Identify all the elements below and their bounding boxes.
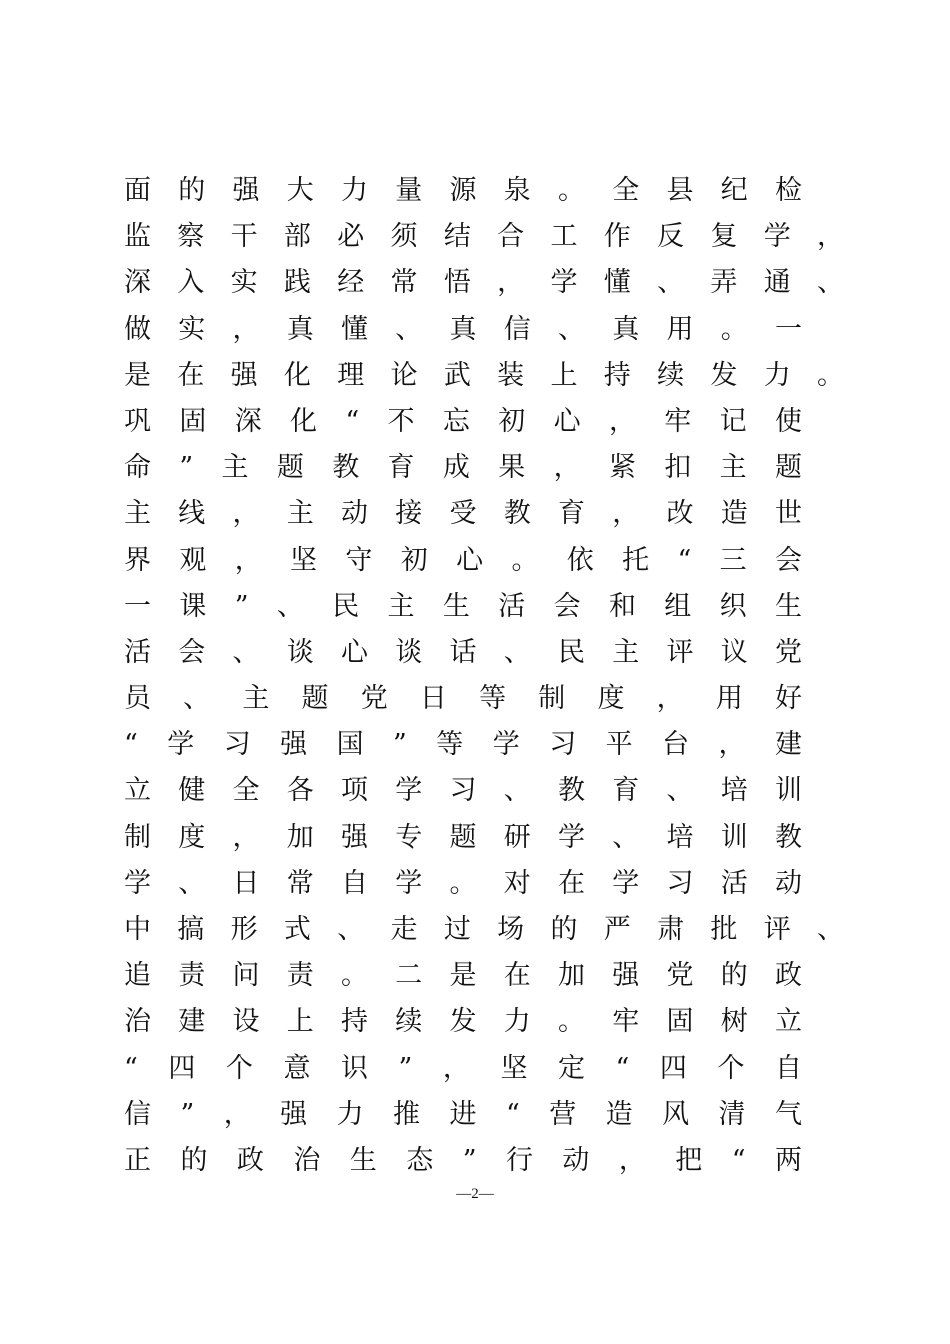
text-line: 命”主题教育成果，紧扣主题 bbox=[124, 452, 802, 484]
text-line: 一课”、民主生活会和组织生 bbox=[124, 590, 802, 622]
text-line: 面的强大力量源泉。全县纪检 bbox=[124, 175, 802, 206]
text-line: 界观，坚守初心。依托“三会 bbox=[124, 544, 802, 576]
text-line: 追责问责。二是在加强党的政 bbox=[124, 960, 802, 992]
text-line: 活会、谈心谈话、民主评议党 bbox=[124, 636, 802, 668]
text-line: 做实，真懂、真信、真用。一 bbox=[124, 313, 802, 345]
text-line: 主线，主动接受教育，改造世 bbox=[124, 498, 802, 530]
body-text bbox=[124, 168, 844, 1184]
text-line: 治建设上持续发力。牢固树立 bbox=[124, 1006, 802, 1038]
text-line: 中搞形式、走过场的严肃批评、 bbox=[124, 914, 844, 945]
text-line: 巩固深化“不忘初心，牢记使 bbox=[124, 405, 802, 437]
text-line: 信”，强力推进“营造风清气 bbox=[124, 1098, 802, 1130]
text-line: 是在强化理论武装上持续发力。 bbox=[124, 359, 844, 391]
text-line: 员、主题党日等制度，用好 bbox=[124, 683, 802, 715]
text-line: 深入实践经常悟，学懂、弄通、 bbox=[124, 267, 844, 299]
text-line: “四个意识”，坚定“四个自 bbox=[124, 1052, 802, 1084]
page-number: —2— bbox=[456, 1186, 494, 1202]
text-line: 学、日常自学。对在学习活动 bbox=[124, 867, 802, 899]
text-line: “学习强国”等学习平台，建 bbox=[124, 729, 802, 761]
text-line: 立健全各项学习、教育、培训 bbox=[124, 775, 802, 807]
text-line: 制度，加强专题研学、培训教 bbox=[124, 821, 802, 853]
text-line: 监察干部必须结合工作反复学， bbox=[124, 221, 844, 253]
text-line: 正的政治生态”行动，把“两 bbox=[124, 1144, 802, 1176]
